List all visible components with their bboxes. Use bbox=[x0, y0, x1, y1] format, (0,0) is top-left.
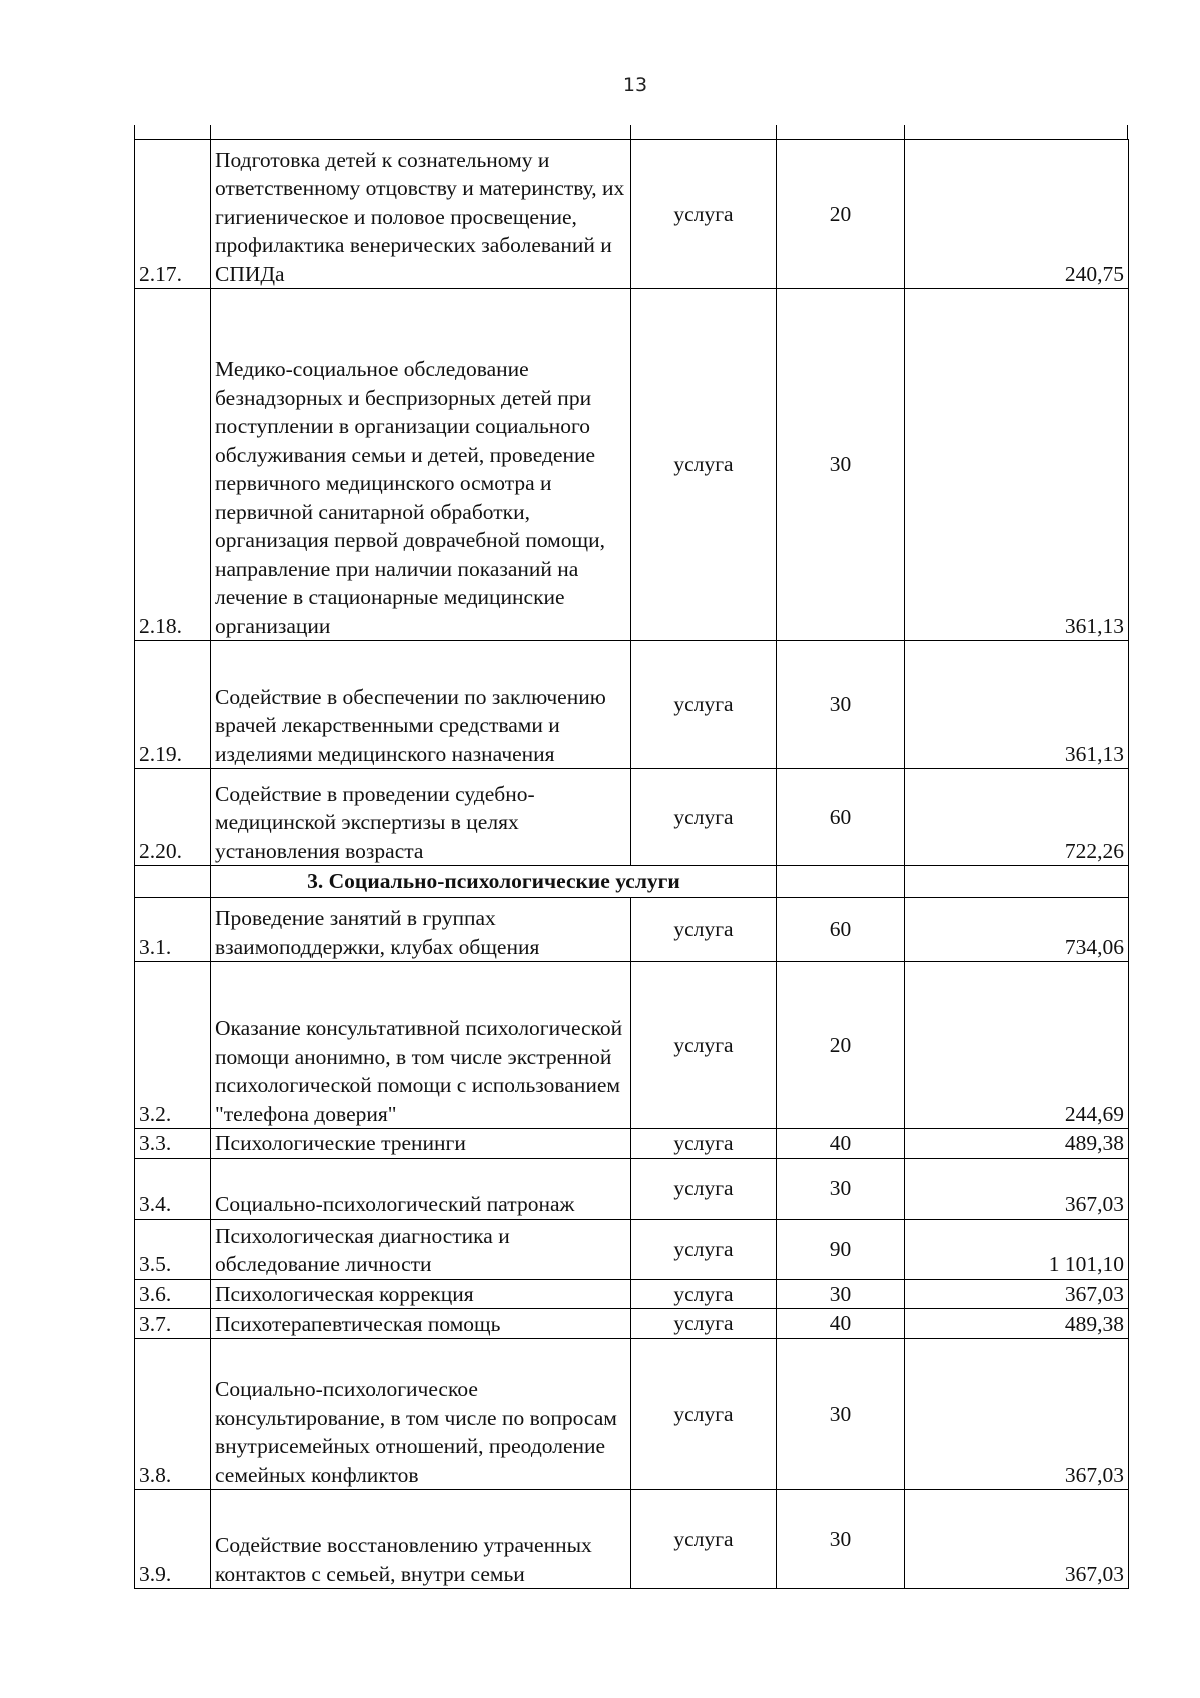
row-number: 3.8. bbox=[135, 1339, 211, 1490]
service-price: 367,03 bbox=[905, 1339, 1129, 1490]
service-time-norm: 30 bbox=[777, 1490, 905, 1589]
row-number: 3.5. bbox=[135, 1219, 211, 1279]
service-unit: услуга bbox=[631, 641, 777, 769]
service-price: 489,38 bbox=[905, 1129, 1129, 1159]
service-price: 361,13 bbox=[905, 289, 1129, 641]
table-row bbox=[135, 962, 1129, 1129]
service-price: 1 101,10 bbox=[905, 1219, 1129, 1279]
section-price-cell bbox=[905, 866, 1129, 898]
service-unit: услуга bbox=[631, 898, 777, 962]
service-price: 244,69 bbox=[905, 962, 1129, 1129]
service-time-norm: 60 bbox=[777, 898, 905, 962]
service-time-norm: 90 bbox=[777, 1219, 905, 1279]
page-number: 13 bbox=[622, 74, 648, 96]
service-time-norm: 30 bbox=[777, 1339, 905, 1490]
section-title: 3. Социально-психологические услуги bbox=[211, 866, 777, 898]
row-number: 3.1. bbox=[135, 898, 211, 962]
row-number: 3.2. bbox=[135, 962, 211, 1129]
service-unit: услуга bbox=[631, 962, 777, 1129]
table-row bbox=[135, 769, 1129, 866]
column-rule bbox=[134, 125, 135, 139]
table-row bbox=[135, 140, 1129, 289]
table-row bbox=[135, 1279, 1129, 1309]
row-number: 2.18. bbox=[135, 289, 211, 641]
service-time-norm: 30 bbox=[777, 289, 905, 641]
service-time-norm: 20 bbox=[777, 140, 905, 289]
row-number: 3.7. bbox=[135, 1309, 211, 1339]
service-name: Психотерапевтическая помощь bbox=[211, 1309, 631, 1339]
service-price: 734,06 bbox=[905, 898, 1129, 962]
table-row bbox=[135, 1219, 1129, 1279]
table-row bbox=[135, 641, 1129, 769]
service-time-norm: 30 bbox=[777, 1279, 905, 1309]
row-number: 3.3. bbox=[135, 1129, 211, 1159]
column-rule bbox=[904, 125, 905, 139]
table-row bbox=[135, 1490, 1129, 1589]
service-time-norm: 40 bbox=[777, 1129, 905, 1159]
service-time-norm: 30 bbox=[777, 641, 905, 769]
table-row bbox=[135, 289, 1129, 641]
services-table bbox=[134, 139, 1129, 1589]
service-name: Содействие в проведении судебно-медицинской экспертизы в целях установления возраста bbox=[211, 769, 631, 866]
service-time-norm: 20 bbox=[777, 962, 905, 1129]
service-name: Психологические тренинги bbox=[211, 1129, 631, 1159]
service-unit: услуга bbox=[631, 769, 777, 866]
service-name: Проведение занятий в группах взаимоподдержки, клубах общения bbox=[211, 898, 631, 962]
service-name: Медико-социальное обследование безнадзорных и беспризорных детей при поступлении в организации социального обслуживания семьи и детей, проведение первичного медицинского осмотра и первичной санитарной обработки, организация первой доврачебной помощи, направление при наличии показаний на лечение в стационарные медицинские организации bbox=[211, 289, 631, 641]
service-unit: услуга bbox=[631, 1309, 777, 1339]
service-price: 240,75 bbox=[905, 140, 1129, 289]
service-price: 722,26 bbox=[905, 769, 1129, 866]
row-number: 3.6. bbox=[135, 1279, 211, 1309]
service-name: Социально-психологическое консультирование, в том числе по вопросам внутрисемейных отношений, преодоление семейных конфликтов bbox=[211, 1339, 631, 1490]
service-name: Содействие восстановлению утраченных контактов с семьей, внутри семьи bbox=[211, 1490, 631, 1589]
column-rule bbox=[1127, 125, 1128, 139]
service-price: 367,03 bbox=[905, 1158, 1129, 1219]
row-number: 3.9. bbox=[135, 1490, 211, 1589]
service-price: 489,38 bbox=[905, 1309, 1129, 1339]
service-price: 367,03 bbox=[905, 1279, 1129, 1309]
service-unit: услуга bbox=[631, 1490, 777, 1589]
service-name: Оказание консультативной психологической помощи анонимно, в том числе экстренной психологической помощи с использованием "телефона доверия" bbox=[211, 962, 631, 1129]
table-row bbox=[135, 1158, 1129, 1219]
table-row bbox=[135, 1339, 1129, 1490]
column-rule bbox=[630, 125, 631, 139]
row-number: 2.17. bbox=[135, 140, 211, 289]
section-time-cell bbox=[777, 866, 905, 898]
service-name: Содействие в обеспечении по заключению врачей лекарственными средствами и изделиями медицинского назначения bbox=[211, 641, 631, 769]
column-rule bbox=[210, 125, 211, 139]
service-name: Социально-психологический патронаж bbox=[211, 1158, 631, 1219]
section-number-cell bbox=[135, 866, 211, 898]
service-time-norm: 60 bbox=[777, 769, 905, 866]
service-unit: услуга bbox=[631, 1158, 777, 1219]
table-row bbox=[135, 1129, 1129, 1159]
service-unit: услуга bbox=[631, 1339, 777, 1490]
service-unit: услуга bbox=[631, 1279, 777, 1309]
section-row bbox=[135, 866, 1129, 898]
service-time-norm: 40 bbox=[777, 1309, 905, 1339]
column-rule bbox=[776, 125, 777, 139]
service-unit: услуга bbox=[631, 140, 777, 289]
row-number: 2.19. bbox=[135, 641, 211, 769]
table-row bbox=[135, 898, 1129, 962]
service-price: 361,13 bbox=[905, 641, 1129, 769]
service-time-norm: 30 bbox=[777, 1158, 905, 1219]
service-price: 367,03 bbox=[905, 1490, 1129, 1589]
services-table-body bbox=[135, 140, 1129, 1589]
service-unit: услуга bbox=[631, 1129, 777, 1159]
table-row bbox=[135, 1309, 1129, 1339]
service-unit: услуга bbox=[631, 289, 777, 641]
service-name: Подготовка детей к сознательному и ответственному отцовству и материнству, их гигиеническое и половое просвещение, профилактика венерических заболеваний и СПИДа bbox=[211, 140, 631, 289]
row-number: 3.4. bbox=[135, 1158, 211, 1219]
service-unit: услуга bbox=[631, 1219, 777, 1279]
service-name: Психологическая коррекция bbox=[211, 1279, 631, 1309]
row-number: 2.20. bbox=[135, 769, 211, 866]
service-name: Психологическая диагностика и обследование личности bbox=[211, 1219, 631, 1279]
